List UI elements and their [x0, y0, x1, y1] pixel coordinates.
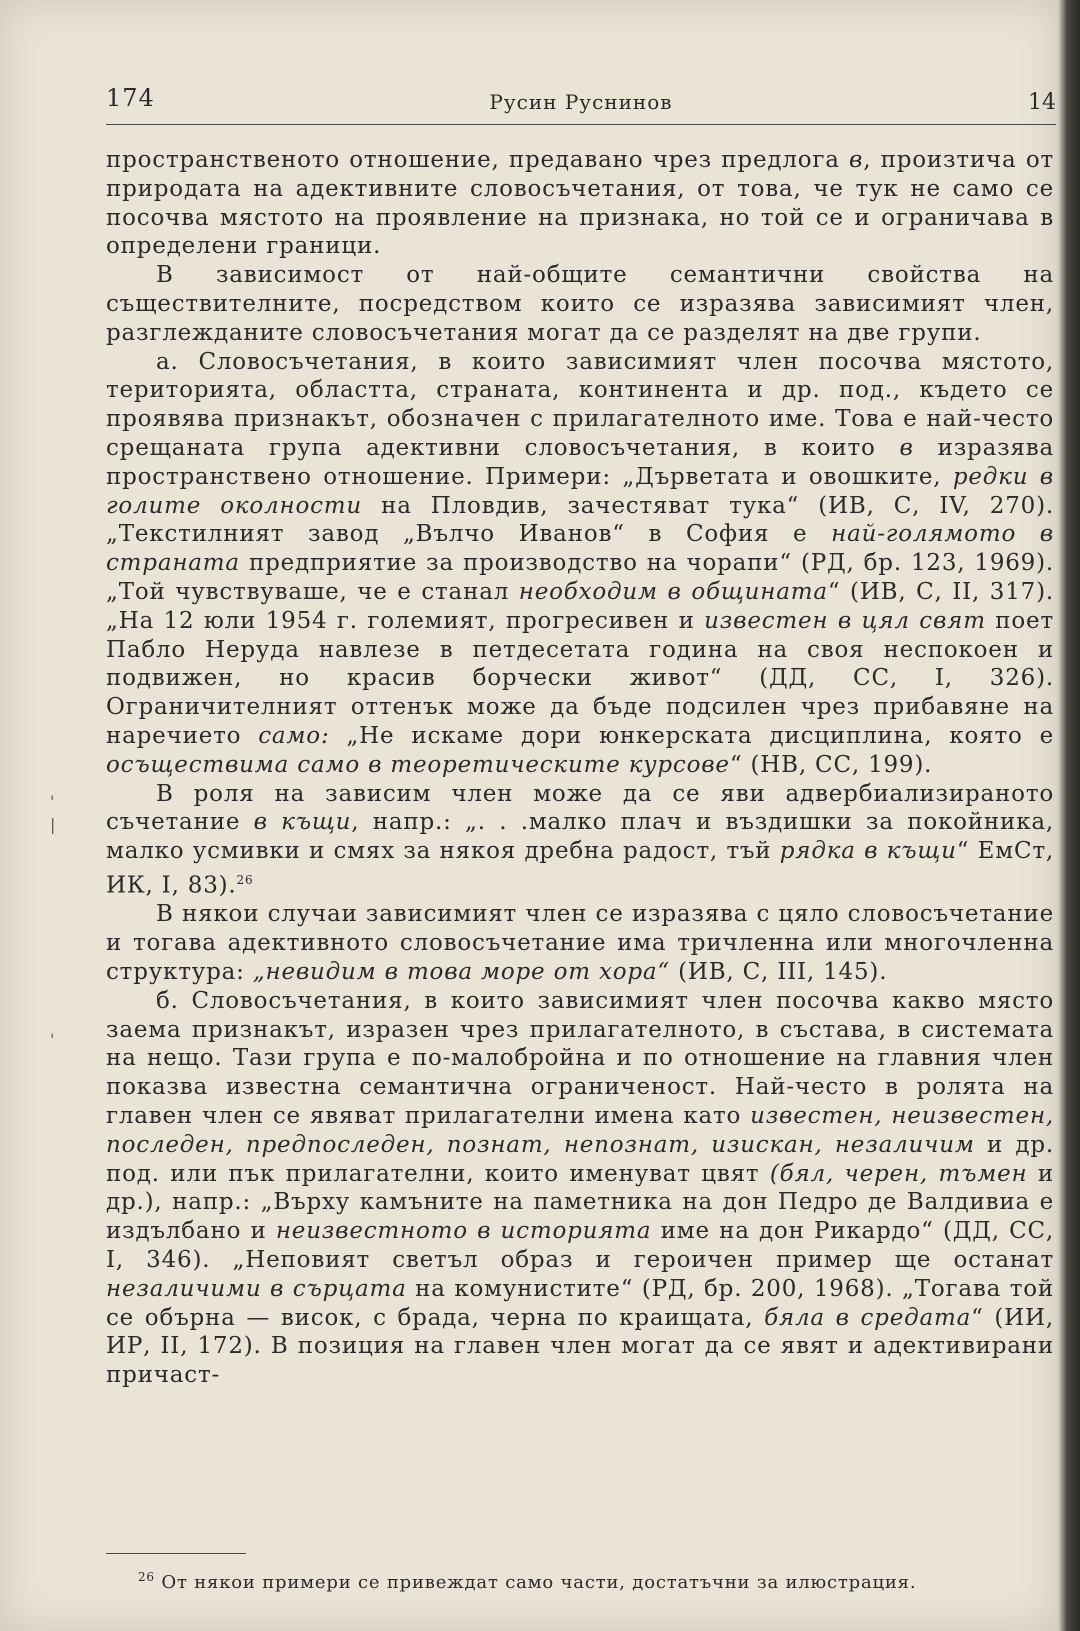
italic-example: в къщи [253, 809, 352, 836]
margin-tick: | [50, 815, 56, 834]
text-run: предприятие за производство на чорапи“ (РД, бр. 123, 1969). „Той чувствуваше, че е станал [106, 550, 1054, 605]
italic-example: в [899, 434, 914, 461]
paragraph [106, 900, 1054, 986]
italic-example: известен, неизвестен, последен, предпоследен, познат, непознат, изискан, незаличим [106, 1102, 1055, 1158]
italic-example: осъществима само в теоретическите курсове [106, 751, 730, 778]
running-title: Русин Руснинов [489, 90, 673, 114]
text-run: (ИВ, С, III, 145). [669, 958, 888, 985]
footnote [138, 1570, 1038, 1593]
footnote-text: От някои примери се привеждат само части, достатъчни за илюстрация. [161, 1572, 917, 1593]
italic-example: рядка в къщи [779, 838, 957, 865]
page-header [106, 84, 1056, 125]
italic-example: само: [258, 722, 330, 749]
italic-example: в [849, 147, 864, 173]
text-run: поет Пабло Неруда навлезе в петдесетата година на своя неспокоен и подвижен, но красив борчески живот“ (ДД, СС, I, 326). Ограничителният оттенък може да бъде подсилен чрез прибавяне на наречието [106, 607, 1054, 749]
margin-tick: ' [50, 1030, 55, 1049]
text-run: , напр.: „. . .малко плач и въздишки за покойника, малко усмивки и смях за някоя дребна радост, тъй [106, 809, 1054, 865]
text-run: “ (НВ, СС, 199). [729, 751, 933, 778]
text-run: В някои случаи зависимият член се изразява с цяло словосъчетание и тогава адективното словосъчетание има тричленна или многочленна структура: [106, 901, 1054, 985]
paragraph [106, 146, 1054, 261]
footnote-marker: 26 [138, 1570, 155, 1584]
facing-page-edge-number: 14 [1028, 90, 1056, 115]
footnote-rule [106, 1553, 246, 1554]
paragraph [106, 780, 1054, 901]
body-text [106, 146, 1054, 1390]
footnote-reference: 26 [236, 872, 254, 887]
italic-example: известен в цял свят [704, 607, 986, 634]
text-run: В зависимост от най-общите семантични свойства на съществителните, посредством които се изразява зависимият член, разглежданите словосъчетания могат да се разделят на две групи. [106, 262, 1054, 346]
text-run: изразява пространствено отношение. Примери: „Дърветата и овошките, [106, 434, 1054, 490]
text-run: на комунистите“ (РД, бр. 200, 1968). „Тогава той се обърна — висок, с брада, черна по краищата, [106, 1275, 1054, 1331]
text-run: на Пловдив, зачестяват тука“ (ИВ, С, IV, 270). „Текстилният завод „Вълчо Иванов“ в София е [106, 492, 1054, 548]
italic-example: незаличими в сърцата [106, 1275, 407, 1302]
paragraph [106, 261, 1054, 347]
text-run: пространственото отношение, предавано чрез предлога [106, 147, 850, 173]
text-run: В роля на зависим член може да се яви адвербиализираното съчетание [106, 780, 1054, 836]
margin-tick: ' [50, 792, 55, 811]
page-number: 174 [106, 84, 155, 112]
text-run: , произтича от природата на адективните словосъчетания, от това, че тук не само се посочва мястото на проявление на признака, но той се и ограничава в определени граници. [106, 147, 1055, 260]
text-run: и др. под. или пък прилагателни, които именуват цвят [106, 1131, 1054, 1187]
text-run: и др.), напр.: „Върху камъните на паметника на дон Педро де Валдивиа е издълбано и [106, 1160, 1055, 1245]
text-run: „Не искаме дори юнкерската дисциплина, която е [329, 722, 1054, 749]
text-run: “ ЕмСт, ИК, I, 83). [106, 838, 1054, 899]
italic-example: бяла в средата [764, 1304, 972, 1331]
italic-example: необходим в общината [518, 578, 828, 605]
italic-example: най-голямото в страната [106, 521, 1054, 577]
text-run: а. Словосъчетания, в които зависимият член посочва мястото, територията, областта, страната, континента и др. под., където се проявява признакът, обозначен с прилагателното име. Това е най-често срещаната група адективни словосъчетания, в които [106, 348, 1054, 461]
text-run: б. Словосъчетания, в които зависимият член посочва какво място заема признакът, изразен чрез прилагателното, в състава, в системата на нещо. Тази група е по-малобройна и по отношение на главния член показва известна семантична ограниченост. Най-често в ролята на главен член се явяват прилагателни имена като [106, 987, 1054, 1129]
text-run: име на дон Рикардо“ (ДД, СС, I, 346). „Неповият светъл образ и героичен пример ще останат [106, 1218, 1054, 1273]
book-spine-edge [1058, 0, 1080, 1631]
italic-example: „невидим в това море от хора“ [252, 958, 670, 985]
italic-example: (бял, черен, тъмен [769, 1160, 1028, 1187]
italic-example: редки в голите околности [106, 463, 1054, 519]
paragraph [106, 987, 1054, 1390]
italic-example: неизвестното в историята [275, 1218, 652, 1245]
paragraph [106, 348, 1054, 780]
text-run: “ (ИИ, ИР, II, 172). В позиция на главен член могат да се явят и адективирани причаст- [106, 1304, 1054, 1389]
text-run: “ (ИВ, С, II, 317). „На 12 юли 1954 г. големият, прогресивен и [106, 578, 1054, 634]
